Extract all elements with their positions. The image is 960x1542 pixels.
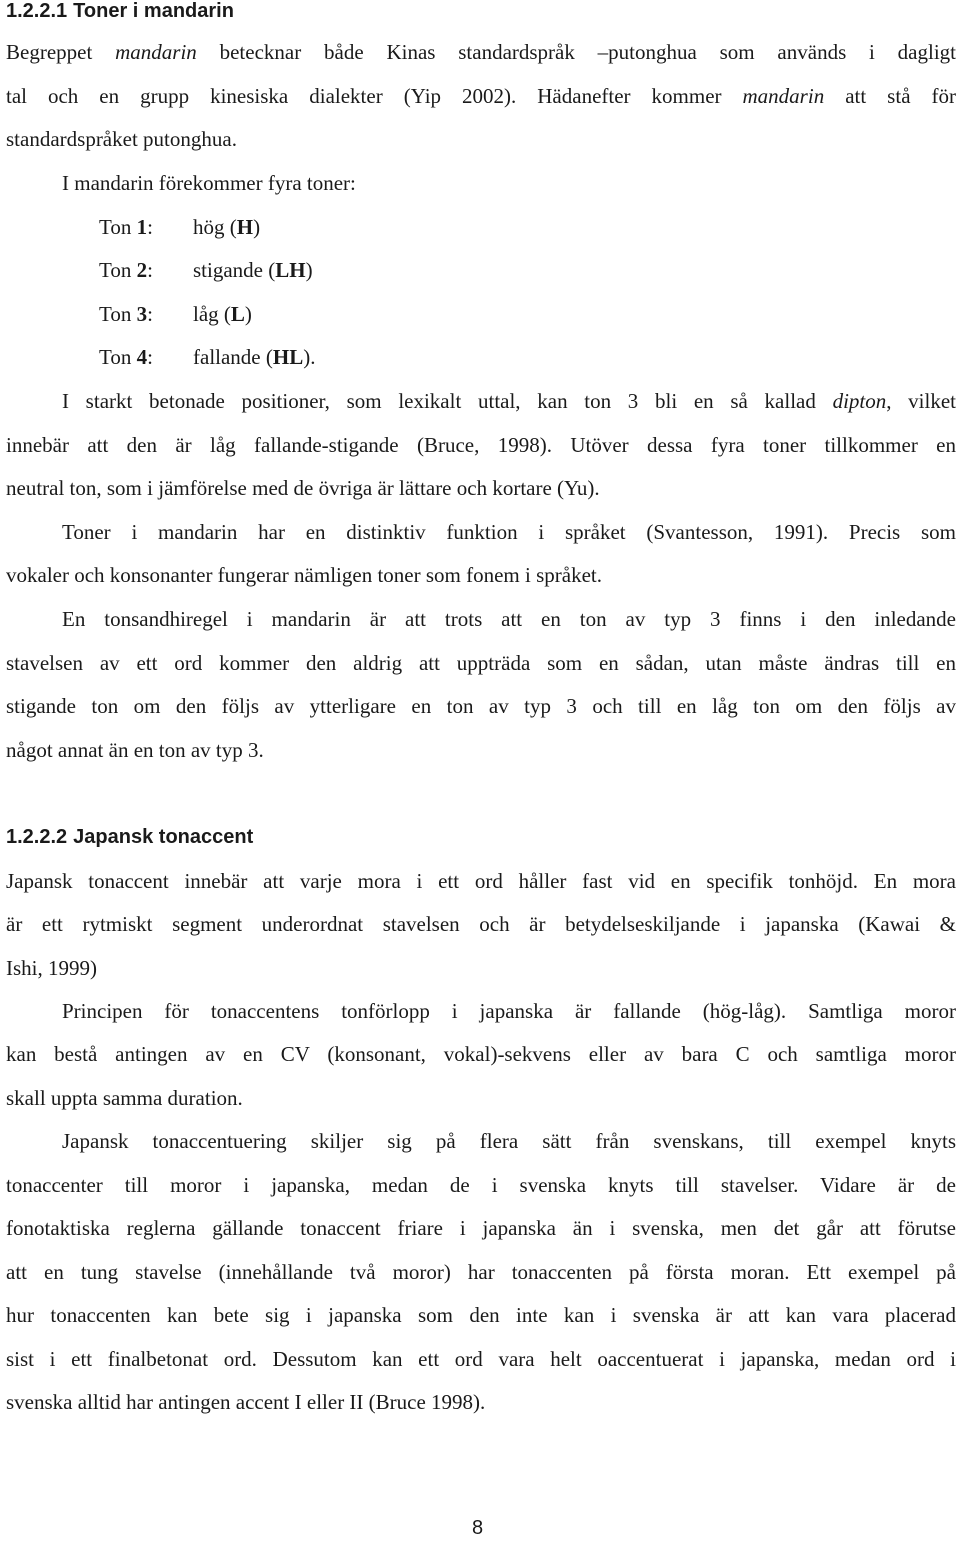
paragraph-line: något annat än en ton av typ 3. <box>6 738 264 762</box>
paragraph-line: Japansk tonaccentuering skiljer sig på flera sätt från svenskans, till exempel knyts <box>62 1129 956 1153</box>
tone-item: Ton 2: stigande (LH) <box>99 258 313 282</box>
paragraph-line: Toner i mandarin har en distinktiv funktion i språket (Svantesson, 1991). Precis som <box>62 520 956 544</box>
paragraph-line: tonaccenter till moror i japanska, medan de i svenska knyts till stavelser. Vidare är de <box>6 1173 956 1197</box>
paragraph-line: Japansk tonaccent innebär att varje mora i ett ord håller fast vid en specifik tonhöjd. En mora <box>6 869 956 893</box>
paragraph-line: vokaler och konsonanter fungerar nämligen toner som fonem i språket. <box>6 563 602 587</box>
paragraph-line: svenska alltid har antingen accent I eller II (Bruce 1998). <box>6 1390 486 1414</box>
paragraph-line: fonotaktiska reglerna gällande tonaccent friare i japanska än i svenska, men det går att förutse <box>6 1216 956 1240</box>
paragraph-line: En tonsandhiregel i mandarin är att trots att en ton av typ 3 finns i den inledande <box>62 607 956 631</box>
tone-item: Ton 1: hög (H) <box>99 215 261 239</box>
paragraph-line: tal och en grupp kinesiska dialekter (Yip 2002). Hädanefter kommer mandarin att stå för <box>6 84 956 108</box>
paragraph-line: kan bestå antingen av en CV (konsonant, vokal)-sekvens eller av bara C och samtliga moror <box>6 1042 956 1066</box>
paragraph-line: stavelsen av ett ord kommer den aldrig att uppträda som en sådan, utan måste ändras till en <box>6 651 956 675</box>
section-heading-japansk-tonaccent <box>6 823 253 851</box>
paragraph-line: är ett rytmiskt segment underordnat stavelsen och är betydelseskiljande i japanska (Kawai & <box>6 912 956 936</box>
section-title: Japansk tonaccent <box>73 826 254 848</box>
section-number: 1.2.2.2 <box>6 826 68 848</box>
paragraph-line: hur tonaccenten kan bete sig i japanska som den inte kan i svenska är att kan vara placerad <box>6 1303 956 1327</box>
section-title: Toner i mandarin <box>73 0 234 22</box>
paragraph-line: sist i ett finalbetonat ord. Dessutom kan ett ord vara helt oaccentuerat i japanska, medan ord i <box>6 1347 956 1371</box>
paragraph-line: att en tung stavelse (innehållande två moror) har tonaccenten på första moran. Ett exempel på <box>6 1260 956 1284</box>
paragraph-line: I starkt betonade positioner, som lexikalt uttal, kan ton 3 bli en så kallad dipton, vilket <box>62 389 957 413</box>
paragraph-line: innebär att den är låg fallande-stigande (Bruce, 1998). Utöver dessa fyra toner tillkommer en <box>6 433 956 457</box>
page-number: 8 <box>472 1517 484 1539</box>
paragraph-line: skall uppta samma duration. <box>6 1086 243 1110</box>
term-mandarin: mandarin <box>115 40 197 64</box>
term-dipton: dipton <box>832 389 887 413</box>
paragraph-line: Ishi, 1999) <box>6 956 97 980</box>
tones-intro: I mandarin förekommer fyra toner: <box>62 171 356 195</box>
section-heading-toner-i-mandarin <box>6 0 234 25</box>
term-mandarin: mandarin <box>742 84 825 108</box>
paragraph-line: Begreppet mandarin betecknar både Kinas standardspråk –putonghua som används i dagligt <box>6 40 957 64</box>
paragraph-line: Principen för tonaccentens tonförlopp i japanska är fallande (hög-låg). Samtliga moror <box>62 999 956 1023</box>
section-number: 1.2.2.1 <box>6 0 68 22</box>
paragraph-line: standardspråket putonghua. <box>6 127 237 151</box>
tone-item: Ton 4: fallande (HL). <box>99 345 316 369</box>
tone-item: Ton 3: låg (L) <box>99 302 252 326</box>
paragraph-line: neutral ton, som i jämförelse med de övriga är lättare och kortare (Yu). <box>6 476 600 500</box>
paragraph-line: stigande ton om den följs av ytterligare en ton av typ 3 och till en låg ton om den följs av <box>6 694 956 718</box>
